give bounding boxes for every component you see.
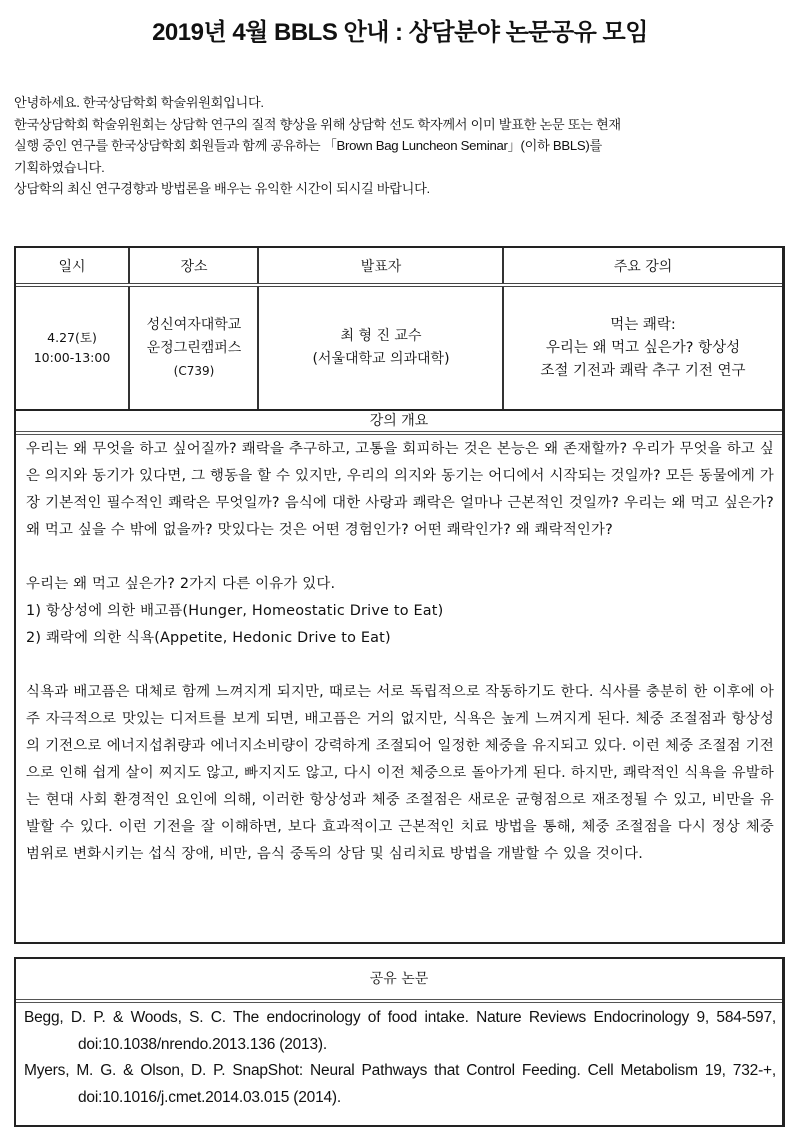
intro-line: 실행 중인 연구를 한국상담학회 회원들과 함께 공유하는 「Brown Bag Luncheon Seminar」(이하 BBLS)를 xyxy=(14,138,602,153)
header-date: 일시 xyxy=(58,258,86,275)
overview-header: 강의 개요 xyxy=(16,411,782,435)
overview-paragraph-1: 우리는 왜 무엇을 하고 싶어질까? 쾌락을 추구하고, 고통을 회피하는 것은 본능은 왜 존재할까? 우리가 무엇을 하고 싶은 의지와 동기가 있다면, 그 행동을 할 수 있지만, 우리의 의지와 동기는 어디에서 시작되는 것일까? 모든 동물에게 가장 기본적인 필수적인 쾌락은 무엇일까? 음식에 대한 사랑과 쾌락은 얼마나 근본적인 것일까? 우리는 왜 먹고 싶은가? 왜 먹고 싶을 수 밖에 없을까? 맛있다는 것은 어떤 경험인가? 어떤 쾌락인가? 왜 쾌락적인가? xyxy=(26,441,774,538)
intro-line: 한국상담학회 학술위원회는 상담학 연구의 질적 향상을 위해 상담학 선도 학자께서 이미 발표한 논문 또는 현재 xyxy=(14,116,621,132)
reference-item: Myers, M. G. & Olson, D. P. SnapShot: Neural Pathways that Control Feeding. Cell Metabolism 19, 732-+, doi:10.1016/j.cmet.2014.03.015 (2014). xyxy=(24,1062,776,1106)
header-lecture: 주요 강의 xyxy=(613,258,673,275)
date-cell xyxy=(16,287,128,409)
spacer xyxy=(26,544,774,571)
intro-line-greeting: 안녕하세요. 한국상담학회 학술위원회입니다. xyxy=(14,95,264,110)
reference-item: Begg, D. P. & Woods, S. C. The endocrinology of food intake. Nature Reviews Endocrinology 9, 584-597, doi:10.1038/nrendo.2013.136 (2013). xyxy=(24,1009,776,1053)
intro-line: 기획하였습니다. xyxy=(14,159,105,175)
overview-body xyxy=(26,436,774,868)
header-presenter: 발표자 xyxy=(360,258,402,275)
intro-line: 상담학의 최신 연구경향과 방법론을 배우는 유익한 시간이 되시길 바랍니다. xyxy=(14,181,430,196)
place-campus: 운정그린캠퍼스 xyxy=(146,339,242,356)
presenter-cell xyxy=(259,287,503,409)
event-time: 10:00-13:00 xyxy=(33,350,111,365)
info-table-data-row xyxy=(16,287,782,411)
event-date: 4.27(토) xyxy=(47,330,97,345)
place-room: (C739) xyxy=(173,363,215,378)
overview-question: 우리는 왜 먹고 싶은가? 2가지 다른 이유가 있다. xyxy=(26,576,336,592)
intro-text xyxy=(14,92,784,200)
overview-paragraph-2: 식욕과 배고픔은 대체로 함께 느껴지게 되지만, 때로는 서로 독립적으로 작동하기도 한다. 식사를 충분히 한 이후에 아주 자극적으로 맛있는 디저트를 보게 되면, 배고픔은 거의 없지만, 식욕은 높게 느껴지게 된다. 체중 조절점과 항상성의 기전으로 에너지섭취량과 에너지소비량이 강력하게 조절되어 일정한 체중을 유지되고 있다. 이런 체중 조절점 기전으로 인해 쉽게 살이 찌지도 않고, 빠지지도 않고, 다시 이전 체중으로 돌아가게 된다. 하지만, 쾌락적인 식욕을 유발하는 현대 사회 환경적인 요인에 의해, 이러한 항상성과 체중 조절점은 새로운 균형점으로 재조정될 수 있고, 비만을 유발할 수 있다. 이런 기전을 잘 이해하면, 보다 효과적이고 근본적인 치료 방법을 통해, 체중 조절점을 다시 정상 체중 범위로 변화시키는 섭식 장애, 비만, 음식 중독의 상담 및 심리치료 방법을 개발할 수 있을 것이다. xyxy=(26,684,774,862)
info-table-header-row xyxy=(16,248,782,287)
papers-table xyxy=(14,957,785,1127)
info-table xyxy=(14,246,785,944)
presenter-affiliation: (서울대학교 의과대학) xyxy=(312,351,450,367)
spacer xyxy=(26,652,774,679)
place-cell xyxy=(130,287,258,409)
papers-list xyxy=(24,1005,776,1111)
overview-reason-2: 2) 쾌락에 의한 식욕(Appetite, Hedonic Drive to Eat) xyxy=(26,630,391,646)
lecture-subtitle-2: 조절 기전과 쾌락 추구 기전 연구 xyxy=(540,362,746,379)
header-place: 장소 xyxy=(180,258,208,275)
lecture-title: 먹는 쾌락: xyxy=(610,316,676,333)
lecture-subtitle-1: 우리는 왜 먹고 싶은가? 항상성 xyxy=(545,339,741,356)
presenter-name: 최 형 진 교수 xyxy=(340,328,422,344)
place-university: 성신여자대학교 xyxy=(146,316,242,333)
papers-header: 공유 논문 xyxy=(16,959,782,1003)
overview-reason-1: 1) 항상성에 의한 배고픔(Hunger, Homeostatic Drive to Eat) xyxy=(26,603,444,619)
lecture-cell xyxy=(504,287,782,409)
page-title: 2019년 4월 BBLS 안내 : 상담분야 논문공유 모임 xyxy=(152,19,648,46)
